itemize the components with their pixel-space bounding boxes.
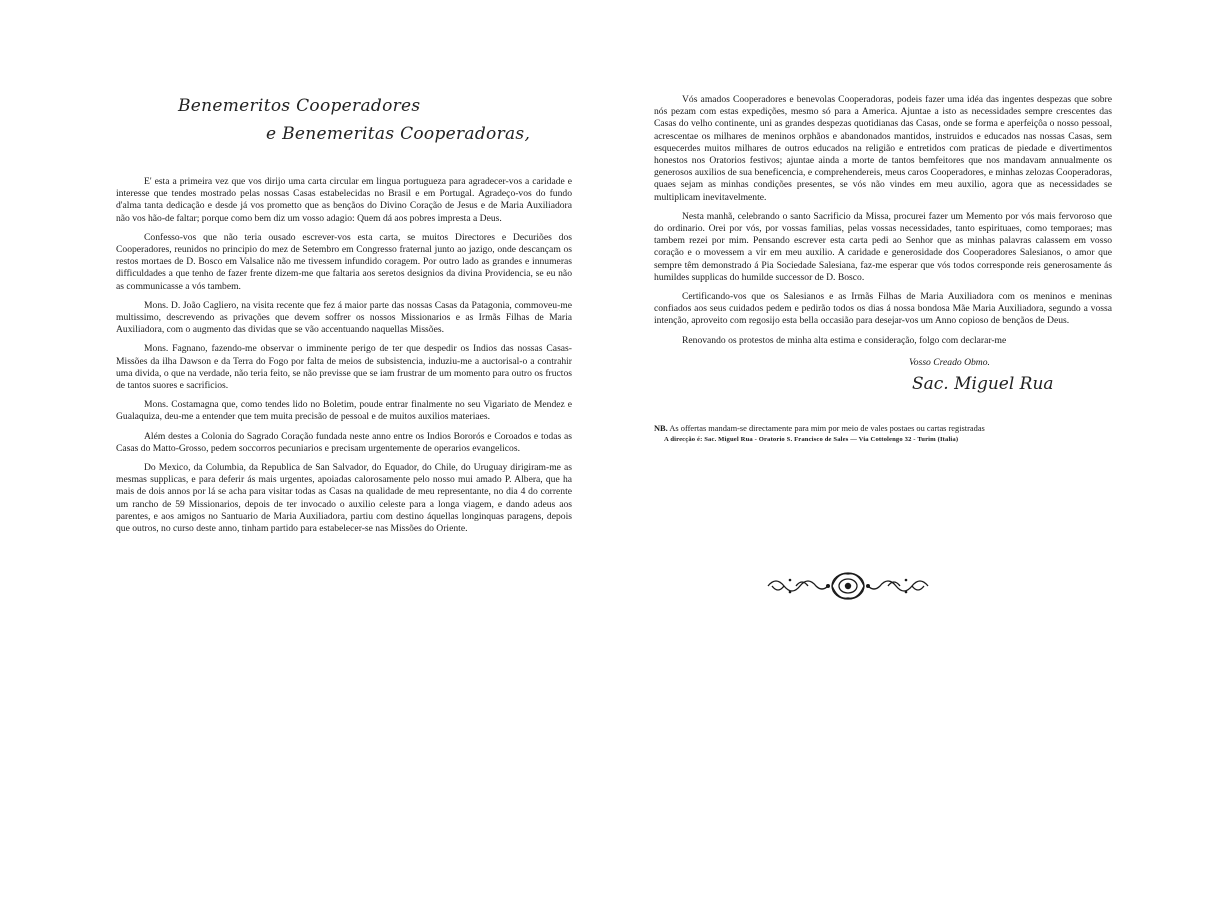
salutation-line-1: Benemeritos Cooperadores xyxy=(178,96,421,116)
paragraph: Confesso-vos que não teria ousado escrever-vos esta carta, se muitos Directores e Decuriões dos Cooperadores, reunidos no principio do mez de Setembro em Congresso fraternal junto ao jazigo, onde descançam os restos mortaes de D. Bosco em Valsalice não me tivessem infundido coragem. Por outro lado as grandes e innumeras difficuldades a que tenho de fazer frente dizem-me que faltaria aos seretos designios da divina Providencia, se eu não as communicasse a vós tambem. xyxy=(116,231,572,292)
signature: Sac. Miguel Rua xyxy=(912,373,1054,394)
paragraph: E' esta a primeira vez que vos dirijo uma carta circular em lingua portugueza para agradecer-vos a caridade e interesse que tendes mostrado pelas nossas Casas estabelecidas no Brasil e em Portugal. Agradeço-vos do fundo d'alma tanta dedicação e desde já vos prometto que as bençãos do Divino Coração de Jesus e de Maria Auxiliadora não vos hão-de faltar; porque como bem diz um vosso adagio: Quem dá aos pobres impresta a Deus. xyxy=(116,176,572,224)
right-column xyxy=(654,94,1112,446)
left-column xyxy=(116,94,572,542)
salutation-line-2: e Benemeritas Cooperadoras, xyxy=(266,124,531,144)
paragraph: Nesta manhã, celebrando o santo Sacrificio da Missa, procurei fazer um Memento por vós mais fervoroso que do ordinario. Orei por vós, por vossas familias, pelas vossas necessidades, tanto espirituaes, como temporaes; mas tambem rezei por mim. Pensando escrever esta carta pedi ao Senhor que as minhas palavras calassem em vosso coração e o movessem a vir em meu auxilio. A caridade e generosidade dos Cooperadores Salesianos, o amor que sempre têm demonstrado á Pia Sociedade Salesiana, faz-me esperar que vós todos corresponde reis generosamente ás humildes supplicas do humilde successor de D. Bosco. xyxy=(654,210,1112,283)
ornament-icon xyxy=(766,566,930,606)
paragraph: Certificando-vos que os Salesianos e as Irmãs Filhas de Maria Auxiliadora com os meninos e meninas confiados aos seus cuidados pedem e pedirão todos os dias á nossa bondosa Mãe Maria Auxiliadora, segundo a vossa intenção, aproveito com regosijo esta bella occasião para desejar-vos um Anno copioso de bençãos de Deus. xyxy=(654,291,1112,327)
nota-bene xyxy=(654,424,1112,446)
paragraph: Do Mexico, da Columbia, da Republica de San Salvador, do Equador, do Chile, do Uruguay dirigiram-me as mesmas supplicas, e para deferir ás mais urgentes, apoiadas calorosamente pelo nosso mui amado P. Albera, que ha mais de dois annos por lá se acha para visitar todas as Casas na qualidade de meu representante, no dia 4 do corrente um rancho de 59 Missionarios, depois de ter invocado o auxilio celeste para a longa viagem, e dando adeus aos parentes, e aos amigos no Santuario de Maria Auxiliadora, partiu com destino áquellas longinquas paragens, depois que outros, no curso deste anno, tinham partido para estabelecer-se nas Missões do Oriente. xyxy=(116,462,572,535)
nb-text: As offertas mandam-se directamente para mim por meio de vales postaes ou cartas registradas xyxy=(669,423,985,433)
nb-address: A direcção é: Sac. Miguel Rua - Oratorio S. Francisco de Sales — Via Cottolengo 32 - Turim (Italia) xyxy=(664,436,959,444)
paragraph: Mons. D. João Cagliero, na visita recente que fez á maior parte das nossas Casas da Patagonia, commoveu-me multissimo, descrevendo as privações que devem soffrer os nossos Missionarios e as Irmãs Filhas de Maria Auxiliadora, com o augmento das dividas que se vão accentuando naquellas Missões. xyxy=(116,299,572,336)
valediction: Vosso Creado Obmo. xyxy=(909,356,990,368)
nb-label: NB. xyxy=(654,423,668,433)
left-page xyxy=(0,0,614,900)
paragraph: Vós amados Cooperadores e benevolas Cooperadoras, podeis fazer uma idéa das ingentes despezas que sobre nós pezam com estas expedições, mesmo só para a America. Ajuntae a isto as necessidades sempre crescentes das Casas do velho continente, uni as grandes despezas quotidianas das Casas, onde se forma e aperfeiçôa o nosso pessoal, acrescentae os milhares de meninos orphãos e abandonados mantidos, instruidos e educados nas nossas Casas, sem esquecerdes muitos milhares de outros educados na religião e entretidos com praticas de piedade e divertimentos honestos nos Oratorios festivos; ajuntae ainda a morte de tantos bemfeitores que nos mandavam annualmente os generosos auxilios de sua beneficencia, e comprehendereis, meus caros Cooperadores, e minhas zelozas Cooperadoras, quaes sejam as minhas condições presentes, se vós não vindes em meu auxilio, agora que as necessidades se multiplicam inevitavelmente. xyxy=(654,94,1112,203)
paragraph: Além destes a Colonia do Sagrado Coração fundada neste anno entre os Indios Bororós e Coroados e todas as Casas do Matto-Grosso, pedem soccorros pecuniarios e precisam urgentemente de operarios evangelicos. xyxy=(116,430,572,454)
paragraph: Mons. Fagnano, fazendo-me observar o imminente perigo de ter que despedir os Indios das nossas Casas-Missões da ilha Dawson e da Terra do Fogo por falta de meios de subsistencia, induziu-me a auctorisal-o a contrahir uma divida, o que na verdade, não teria feito, se não previsse que se iam frustrar de um momento para outro os fructos de tantos suores e sacrificios. xyxy=(116,343,572,392)
closing-paragraph: Renovando os protestos de minha alta estima e consideração, folgo com declarar-me xyxy=(682,334,1007,346)
paragraph: Mons. Costamagna que, como tendes lido no Boletim, poude entrar finalmente no seu Vigariato de Mendez e Gualaquiza, deu-me a entender que tem muita precisão de pessoal e de muitos auxilios materiaes. xyxy=(116,399,572,423)
right-page xyxy=(614,0,1229,900)
salutation xyxy=(116,94,572,176)
